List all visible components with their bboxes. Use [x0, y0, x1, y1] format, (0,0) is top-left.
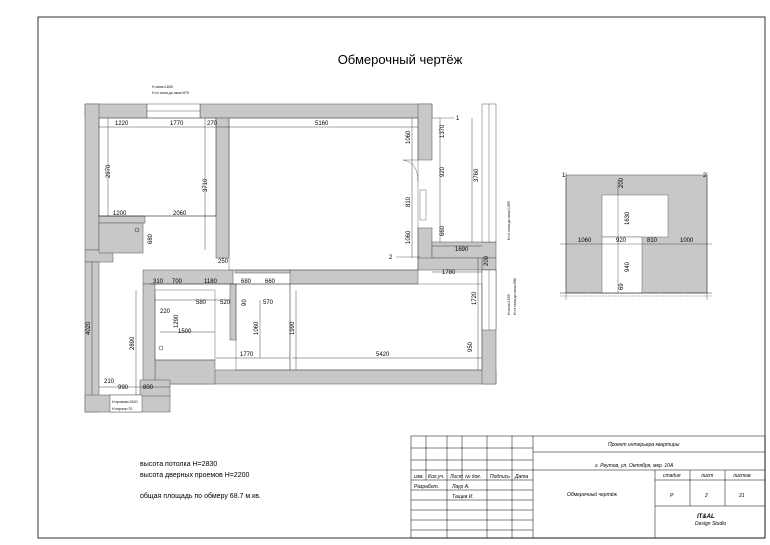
dim-text: 1290 [174, 314, 180, 328]
stamp-value: Р [670, 493, 674, 499]
dim-text: 210 [104, 379, 115, 385]
window-sill-label: H от пола до окна=970 [152, 91, 189, 95]
dim-text: 1690 [455, 247, 469, 253]
stamp-company-sub: Design Studio [695, 521, 727, 527]
dim-text: 700 [172, 279, 183, 285]
section-dim: 810 [647, 238, 658, 244]
stamp-project: Проект интерьера квартиры [608, 442, 680, 448]
axis-label-2: 2 [389, 255, 393, 261]
dim-text: 250 [218, 259, 229, 265]
stamp-address: г. Реутов, ул. Октября, мкр. 10А [595, 463, 674, 469]
section-dim: 69 [619, 283, 625, 290]
note-ceiling: высота потолка H=2830 [140, 461, 218, 468]
axis-label-1: 1 [456, 116, 460, 122]
section-mark-1: 1 [562, 173, 566, 179]
window-right-sill-label-2: H от пола до окна=980 [513, 278, 517, 315]
stamp-value: 2 [705, 493, 708, 499]
dim-text: 2060 [173, 211, 187, 217]
dim-text: 1060 [406, 230, 412, 244]
stamp-company: IT&AL [697, 514, 715, 520]
dim-text: 1780 [442, 270, 456, 276]
section-dim: 1060 [578, 238, 592, 244]
stamp-header: лист [701, 473, 714, 479]
dim-text: 1770 [170, 121, 184, 127]
dim-text: 1770 [240, 352, 254, 358]
dim-text: 4020 [86, 321, 92, 335]
dim-text: 5160 [315, 121, 329, 127]
dim-text: 200 [484, 255, 490, 266]
window-right-height-label: H окна=1639 [507, 294, 511, 315]
dim-text: 1990 [290, 321, 296, 335]
dim-text: 580 [196, 300, 207, 306]
dim-text: 1200 [113, 211, 127, 217]
dim-text: 270 [207, 121, 218, 127]
dim-text: 990 [118, 385, 129, 391]
entry-threshold-label: H порога=70 [112, 407, 133, 411]
dim-text: 1370 [440, 124, 446, 138]
stamp-col: Лист [450, 474, 463, 480]
dim-text: 1060 [406, 130, 412, 144]
dim-text: 90 [242, 299, 248, 306]
stamp-name: Лаур А. [452, 484, 470, 490]
window-height-label: H окна=1639 [152, 85, 173, 89]
dim-text: 660 [265, 279, 276, 285]
dim-text: 1060 [254, 321, 260, 335]
section-dim: 920 [616, 238, 627, 244]
dim-text: 800 [143, 385, 154, 391]
drawing-title: Обмерочный чертёж [337, 52, 463, 67]
section-dim: 940 [625, 261, 631, 272]
section-drawing [560, 172, 712, 300]
dim-text: 3760 [474, 168, 480, 182]
stamp-col: Кол.уч. [428, 474, 445, 480]
dim-text: 1220 [115, 121, 129, 127]
stamp-col: Дата [515, 474, 529, 480]
dim-text: 660 [440, 225, 446, 236]
dim-text: 1180 [204, 279, 217, 285]
dim-text: 920 [440, 166, 446, 177]
section-dim: 1000 [680, 238, 694, 244]
window-right-sill-label: H от пола до окна=1399 [507, 201, 511, 240]
dim-text: 2970 [106, 164, 112, 178]
stamp-header: стадия [663, 473, 681, 479]
dim-text: 570 [263, 300, 274, 306]
stamp-col: изм. [414, 474, 424, 480]
stamp-col: № док. [465, 474, 482, 480]
section-mark-2: 2 [703, 173, 707, 179]
dim-text: 680 [148, 233, 154, 244]
section-dim: 200 [619, 177, 625, 188]
stamp-sheet-title: Обмерочный чертёж [567, 492, 617, 498]
note-doors: высота дверных проемов H=2200 [140, 472, 250, 479]
dim-text: 220 [160, 309, 171, 315]
note-area: общая площадь по обмеру 68.7 м.кв. [140, 493, 261, 500]
stamp-value: 21 [739, 493, 745, 499]
stamp-header: листов [733, 473, 751, 479]
dim-text: 810 [406, 196, 412, 207]
dim-text: 5420 [376, 352, 390, 358]
dim-text: 950 [468, 341, 474, 352]
dim-text: 520 [220, 300, 231, 306]
dim-text: 680 [241, 279, 252, 285]
room-marker [159, 346, 163, 350]
entry-opening-label: H проема=2100 [112, 400, 138, 404]
stamp-name: Тащев И. [452, 494, 474, 500]
stamp-col: Подпись [490, 474, 510, 480]
dim-text: 310 [153, 279, 164, 285]
dim-text: 1720 [472, 291, 478, 305]
plan-walls [85, 104, 496, 412]
dim-text: 3710 [203, 178, 209, 192]
title-block-text [414, 442, 751, 527]
stamp-role: Разработ. [414, 484, 439, 490]
dim-text: 2890 [130, 336, 136, 350]
section-dim: 1630 [625, 211, 631, 225]
dim-text: 1500 [178, 329, 192, 335]
